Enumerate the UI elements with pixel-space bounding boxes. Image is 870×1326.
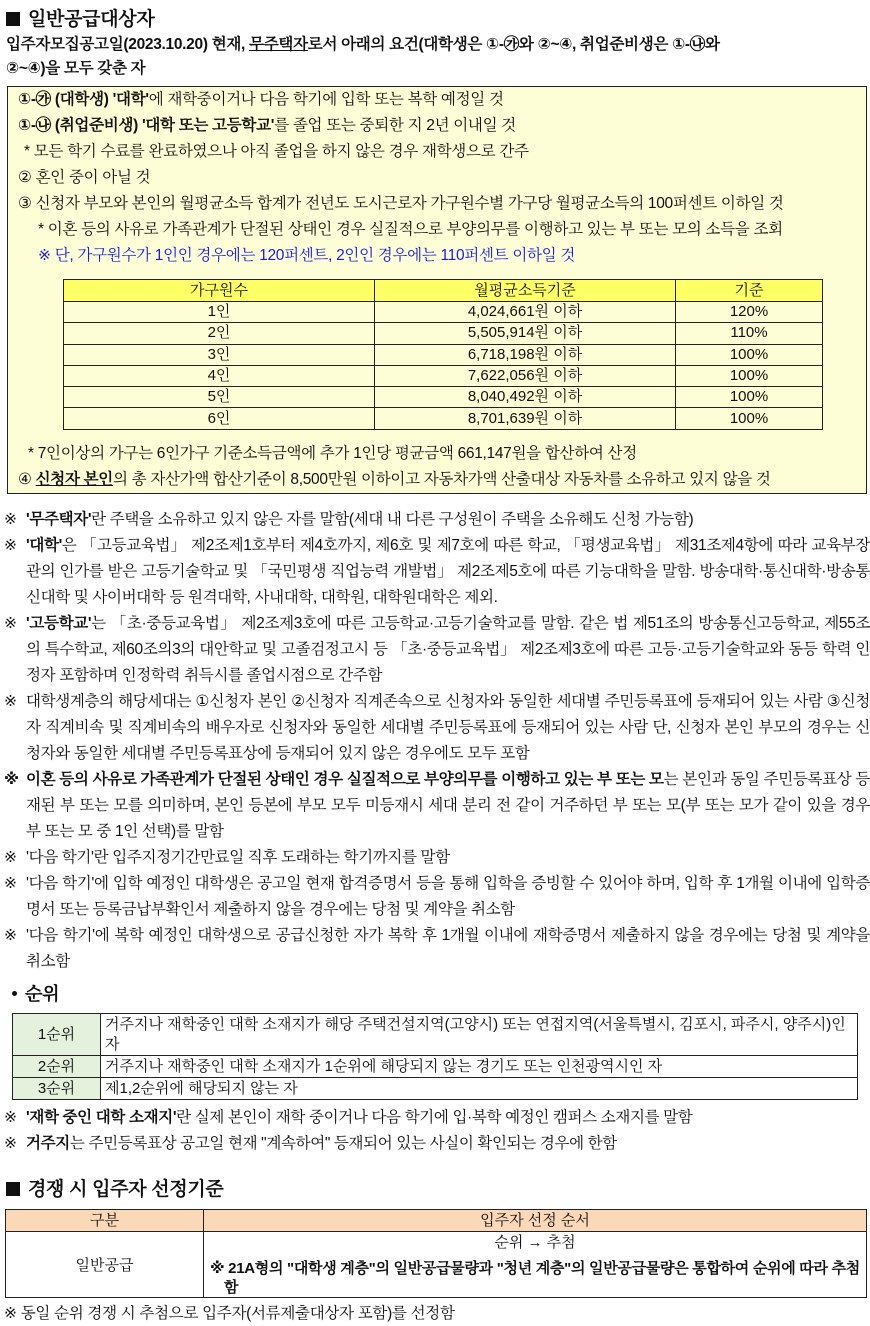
ranking-table (12, 1013, 858, 1100)
note-term: '재학 중인 대학 소재지' (26, 1109, 177, 1126)
section-title-text: 경쟁 시 입주자 선정기준 (28, 1179, 224, 1200)
note-residence (0, 1131, 870, 1157)
reference-mark-icon: ※ (4, 1135, 17, 1152)
header-household-size: 가구원수 (64, 280, 375, 302)
intro-line-1 (6, 32, 870, 58)
cell-income: 4,024,661원 이하 (375, 302, 676, 323)
square-bullet-icon (6, 1182, 20, 1196)
requirement-1-note: * 모든 학기 수료를 완료하였으나 아직 졸업을 하지 않은 경우 재학생으로 간주 (24, 143, 529, 160)
intro-post: 로서 아래의 요건(대학생은 ①-㉮와 ②~④, 취업준비생은 ①-㉯와 (307, 36, 720, 53)
rank-label: 2순위 (13, 1056, 101, 1078)
cell-ratio: 100% (676, 408, 823, 429)
requirement-3: ③ 신청자 부모와 본인의 월평균소득 합계가 전년도 도시근로자 가구원수별 가구당 월평균소득의 100퍼센트 이하일 것 (18, 195, 784, 212)
requirement-3-blue-note: ※ 단, 가구원수가 1인인 경우에는 120퍼센트, 2인인 경우에는 110퍼센트 이하일 것 (38, 247, 576, 264)
rank-text: 거주지나 재학중인 대학 소재지가 1순위에 해당되지 않는 경기도 또는 인천광역시인 자 (101, 1056, 858, 1078)
reference-mark-icon: ※ (4, 537, 17, 554)
note-next-semester (0, 845, 870, 871)
reference-mark-icon: ※ (4, 771, 19, 788)
note-text: 대학생계층의 해당세대는 ①신청자 본인 ②신청자 직계존속으로 신청자와 동일한 세대별 주민등록표에 등재되어 있는 사람 ③신청자 직계비속 및 직계비속의 배우자로 신청자와 동일한 세대별 주민등록표에 등재되어 있는 사람 단, 신청자 본인 부모의 경우는 신청자와 동일한 세대별 주민등록표상에 등재되어 있지 않은 경우에도 모두 포함 (26, 693, 870, 762)
note-term: '무주택자' (26, 511, 92, 528)
note-term: 거주지 (26, 1135, 70, 1152)
note-university-location (0, 1105, 870, 1131)
note-homeless (0, 507, 870, 533)
note-text: 는 주민등록표상 공고일 현재 "계속하여" 등재되어 있는 사실이 확인되는 경우에 한함 (69, 1135, 617, 1152)
cell-household: 5인 (64, 387, 375, 408)
note-text: 란 실제 본인이 재학 중이거나 다음 학기에 입·복학 예정인 캠퍼스 소재지를 말함 (176, 1109, 693, 1126)
cell-income: 7,622,056원 이하 (375, 365, 676, 386)
cell-income: 8,701,639원 이하 (375, 408, 676, 429)
rank-text: 제1,2순위에 해당되지 않는 자 (101, 1078, 858, 1100)
table-row (64, 365, 823, 386)
ranking-title-text: 순위 (25, 984, 60, 1004)
cell-household: 4인 (64, 365, 375, 386)
selection-footnote: ※ 동일 순위 경쟁 시 추첨으로 입주자(서류제출대상자 포함)를 선정함 (4, 1305, 455, 1322)
bullet-icon (12, 991, 17, 996)
reference-mark-icon: ※ (4, 1109, 17, 1126)
requirement-4-text: 의 총 자산가액 합산기준이 8,500만원 이하이고 자동차가액 산출대상 자동차를 소유하고 있지 않을 것 (112, 471, 771, 488)
requirement-1b (18, 113, 516, 139)
note-text: 란 주택을 소유하고 있지 않은 자를 말함(세대 내 다른 구성원이 주택을 소유해도 신청 가능함) (91, 511, 694, 528)
requirement-1a-label: ①-㉮ (대학생) '대학' (18, 91, 149, 108)
income-table-note: * 7인이상의 가구는 6인가구 기준소득금액에 추가 1인당 평균금액 661,147원을 합산하여 산정 (28, 445, 637, 462)
header-selection-order: 입주자 선정 순서 (204, 1210, 867, 1232)
reference-mark-icon: ※ (4, 615, 17, 632)
intro-underlined-term: 무주택자 (249, 36, 308, 53)
note-divorce (0, 767, 870, 845)
requirement-1a (18, 87, 504, 113)
note-term: 이혼 등의 사유로 가족관계가 단절된 상태인 경우 실질적으로 부양의무를 이행하고 있는 부 또는 모 (26, 771, 664, 788)
table-row (64, 323, 823, 344)
cell-income: 8,040,492원 이하 (375, 387, 676, 408)
note-return (0, 923, 870, 975)
cell-household: 2인 (64, 323, 375, 344)
cell-household: 1인 (64, 302, 375, 323)
ranking-title (6, 980, 59, 1006)
requirement-3-note: * 이혼 등의 사유로 가족관계가 단절된 상태인 경우 실질적으로 부양의무를 이행하고 있는 부 또는 모의 소득을 조회 (38, 221, 783, 238)
note-text: 은 「고등교육법」 제2조제1호부터 제4호까지, 제6호 및 제7호에 따른 학교, 「평생교육법」 제31조제4항에 따라 교육부장관의 인가를 받은 고등기술학교 및 「국민평생 직업능력 개발법」 제2조제5호에 따른 기능대학을 말함. 방송대학·통신대학·방송통신대학 및 사이버대학 등 원격대학, 사내대학, 대학원, 대학원대학은 제외. (26, 537, 870, 606)
selection-bold-note: ※ 21A형의 "대학생 계층"의 일반공급물량과 "청년 계층"의 일반공급물량은 통합하여 순위에 따라 추첨함 (210, 1259, 860, 1296)
cell-ratio: 120% (676, 302, 823, 323)
requirement-4 (18, 467, 771, 493)
note-highschool (0, 611, 870, 689)
requirement-1b-label: ①-㉯ (취업준비생) '대학 또는 고등학교' (18, 117, 275, 134)
requirement-1a-text: 에 재학중이거나 다음 학기에 입학 또는 복학 예정일 것 (148, 91, 504, 108)
table-row (6, 1232, 867, 1298)
note-admission (0, 871, 870, 923)
table-row (64, 387, 823, 408)
rank-text: 거주지나 재학중인 대학 소재지가 해당 주택건설지역(고양시) 또는 연접지역(서울특별시, 김포시, 파주시, 양주시)인 자 (101, 1014, 858, 1056)
cell-household: 6인 (64, 408, 375, 429)
cell-ratio: 110% (676, 323, 823, 344)
intro-line-2-text: ②~④)을 모두 갖춘 자 (6, 60, 146, 77)
note-household-members (0, 689, 870, 767)
cell-household: 3인 (64, 344, 375, 365)
reference-mark-icon: ※ (4, 875, 17, 892)
cell-income: 5,505,914원 이하 (375, 323, 676, 344)
selection-order: 순위 → 추첨 (494, 1233, 576, 1251)
note-text: '다음 학기'에 복학 예정인 대학생으로 공급신청한 자가 복학 후 1개월 이내에 재학증명서 제출하지 않을 경우에는 당첨 및 계약을 취소함 (26, 927, 870, 970)
section-title-selection-criteria (6, 1174, 223, 1201)
selection-table-header (6, 1210, 867, 1232)
rank-label: 3순위 (13, 1078, 101, 1100)
reference-mark-icon: ※ (4, 927, 17, 944)
note-text: '다음 학기'에 입학 예정인 대학생은 공고일 현재 합격증명서 등을 통해 입학을 증빙할 수 있어야 하며, 입학 후 1개월 이내에 입학증명서 또는 등록금납부확인서 제출하지 않을 경우에는 당첨 및 계약을 취소함 (26, 875, 870, 918)
table-row (13, 1056, 858, 1078)
header-category: 구분 (6, 1210, 204, 1232)
requirement-4-underlined: 신청자 본인 (35, 471, 113, 488)
cell-ratio: 100% (676, 387, 823, 408)
table-row (13, 1014, 858, 1056)
table-row (64, 408, 823, 429)
cell-ratio: 100% (676, 344, 823, 365)
selection-order-cell (204, 1232, 867, 1298)
income-table-header (64, 280, 823, 302)
table-row (64, 302, 823, 323)
reference-mark-icon: ※ (4, 511, 17, 528)
note-university (0, 533, 870, 611)
note-text: '다음 학기'란 입주지정기간만료일 직후 도래하는 학기까지를 말함 (26, 849, 450, 866)
intro-line-2 (6, 56, 870, 82)
requirement-4-mark: ④ (18, 471, 36, 488)
reference-mark-icon: ※ (4, 693, 17, 710)
header-ratio: 기준 (676, 280, 823, 302)
note-term: '고등학교' (26, 615, 92, 632)
header-income-limit: 월평균소득기준 (375, 280, 676, 302)
note-text: 는 본인과 동일 주민등록표상 등재된 부 또는 모를 의미하며, 본인 등본에 부모 모두 미등재시 세대 분리 전 같이 거주하던 부 또는 모(부 또는 모가 같이 있을 경우 부 또는 모 중 1인 선택)를 말함 (26, 771, 870, 840)
rank-label: 1순위 (13, 1014, 101, 1056)
category-general-supply: 일반공급 (6, 1232, 204, 1298)
selection-criteria-table (5, 1209, 867, 1298)
cell-ratio: 100% (676, 365, 823, 386)
section-title-text: 일반공급대상자 (28, 9, 155, 30)
requirement-1b-text: 를 졸업 또는 중퇴한 지 2년 이내일 것 (274, 117, 516, 134)
section-title-general-supply (6, 4, 154, 31)
table-row (13, 1078, 858, 1100)
intro-pre: 입주자모집공고일(2023.10.20) 현재, (6, 36, 250, 53)
note-term: '대학' (26, 537, 62, 554)
reference-mark-icon: ※ (4, 849, 17, 866)
requirement-2: ② 혼인 중이 아닐 것 (18, 169, 151, 186)
cell-income: 6,718,198원 이하 (375, 344, 676, 365)
note-text: 는 「초·중등교육법」 제2조제3호에 따른 고등학교·고등기술학교를 말함. 같은 법 제51조의 방송통신고등학교, 제55조의 특수학교, 제60조의3의 대안학교 및 고졸검정고시 등 「초·중등교육법」 제2조제3호에 따른 고등·고등기술학교와 동등 학력 인정자 포함하며 인정학력 취득시를 졸업시점으로 간주함 (26, 615, 870, 684)
table-row (64, 344, 823, 365)
income-criteria-table (63, 279, 823, 430)
square-bullet-icon (6, 12, 20, 26)
